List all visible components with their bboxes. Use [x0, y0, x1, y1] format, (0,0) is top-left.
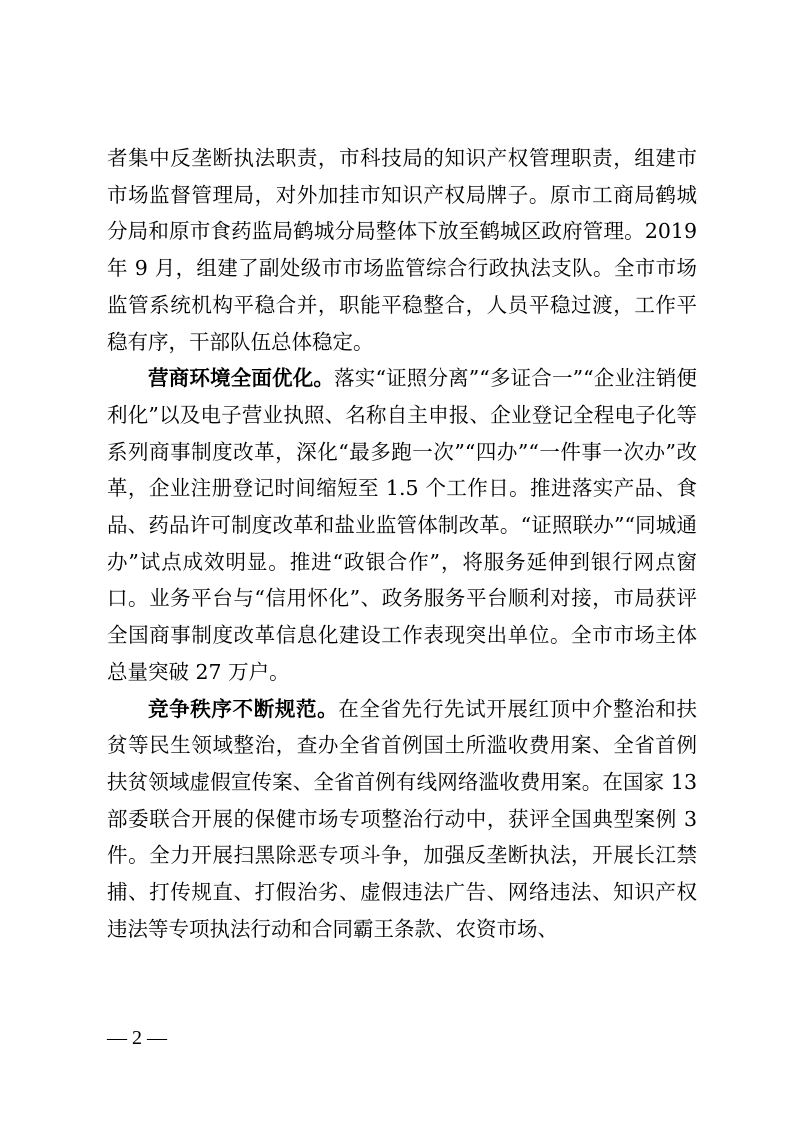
paragraph-1-text: 者集中反垄断执法职责，市科技局的知识产权管理职责，组建市市场监督管理局，对外加挂市知识产权局牌子。原市工商局鹤城分局和原市食药监局鹤城分局整体下放至鹤城区政府管理。2019 年 9 月，组建了副处级市市场监管综合行政执法支队。全市市场监管系统机构平稳合并，职能平稳整合，人员平稳过渡，工作平稳有序，干部队伍总体稳定。 — [107, 146, 697, 354]
paragraph-2-lead: 营商环境全面优化。 — [148, 366, 335, 391]
paragraph-3-lead: 竞争秩序不断规范。 — [148, 696, 339, 721]
page-number: — 2 — — [107, 1027, 167, 1049]
paragraph-3 — [107, 691, 697, 948]
paragraph-1 — [107, 140, 697, 360]
paragraph-2-text: 落实“证照分离”“多证合一”“企业注销便利化”以及电子营业执照、名称自主申报、企业登记全程电子化等系列商事制度改革，深化“最多跑一次”“四办”“一件事一次办”改革，企业注册登记时间缩短至 1.5 个工作日。推进落实产品、食品、药品许可制度改革和盐业监管体制改革。“证照联办”“同城通办”试点成效明显。推进“政银合作”，将服务延伸到银行网点窗口。业务平台与“信用怀化”、政务服务平台顺利对接，市局获评全国商事制度改革信息化建设工作表现突出单位。全市市场主体总量突破 27 万户。 — [107, 366, 697, 684]
paragraph-3-text: 在全省先行先试开展红顶中介整治和扶贫等民生领域整治，查办全省首例国土所滥收费用案、全省首例扶贫领域虚假宣传案、全省首例有线网络滥收费用案。在国家 13 部委联合开展的保健市场专项整治行动中，获评全国典型案例 3 件。全力开展扫黑除恶专项斗争，加强反垄断执法，开展长江禁捕、打传规直、打假治劣、虚假违法广告、网络违法、知识产权违法等专项执法行动和合同霸王条款、农资市场、 — [107, 696, 698, 941]
document-body — [107, 140, 697, 947]
paragraph-2 — [107, 360, 697, 690]
